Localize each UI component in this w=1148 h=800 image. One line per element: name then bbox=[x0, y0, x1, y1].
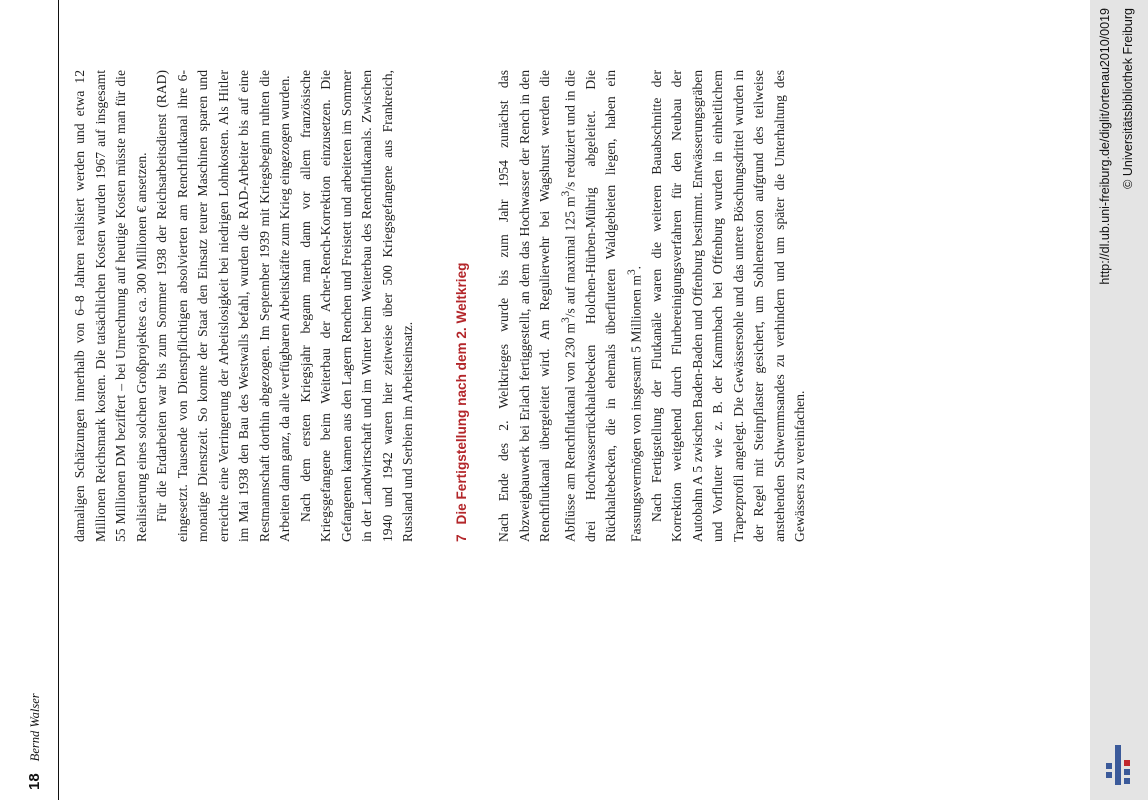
paragraph: Für die Erdarbeiten war bis zum Sommer 1938 der Reichsarbeitsdienst (RAD) eingesetzt. Tausende von Dienstpflichtigen absolvierten am Renchflutkanal ihre 6-monatige Dienstzeit. So konnte der Staat den Einsatz teurer Maschinen sparen und erreichte eine Verringerung der Arbeitslosigkeit bei niedrigen Lohnkosten. Als Hitler im Mai 1938 den Bau des Westwalls befahl, wurden die RAD-Arbeiter bis auf eine Restmannschaft dorthin abgezogen. Im September 1939 mit Kriegsbeginn ruhten die Arbeiten dann ganz, da alle verfügbaren Arbeitskräfte zum Krieg eingezogen wurden. bbox=[154, 70, 292, 542]
paragraph bbox=[494, 70, 647, 542]
paragraph-text: /s reduziert und in die drei Hochwasserrückhaltebecken Holchen-Hürben-Mührig abgeleitet. Die Rückhaltebecken, die in ehemals überfluteten Waldgebieten liegen, haben ein Fassungsvermögen von insgesamt 5 Millionen m bbox=[562, 70, 644, 542]
paragraph: Nach dem ersten Kriegsjahr begann man dann vor allem französische Kriegsgefangene beim Weiterbau der Acher-Rench-Korrektion einzusetzen. Die Gefangenen kamen aus den Lagern Renchen und Freistett und arbeiteten im Sommer in der Landwirtschaft und im Winter beim Weiterbau des Renchflutkanals. Zwischen 1940 und 1942 waren hier zeitweise über 500 Kriegsgefangene aus Frankreich, Russland und Serbien im Arbeitseinsatz. bbox=[297, 70, 415, 542]
copyright-notice: © Universitätsbibliothek Freiburg bbox=[1121, 8, 1135, 189]
page-number: 18 bbox=[26, 773, 43, 790]
superscript: 3 bbox=[559, 317, 572, 323]
paragraph-text: . bbox=[628, 265, 644, 270]
author-name: Bernd Walser bbox=[28, 693, 42, 762]
section-title: Die Fertigstellung nach dem 2. Weltkrieg bbox=[453, 262, 469, 525]
paragraph: damaligen Schätzungen innerhalb von 6–8 Jahren realisiert werden und etwa 12 Millionen Reichsmark kosten. Die tatsächlichen Kosten wurden 1967 auf insgesamt 55 Millionen DM beziffert – bei Umrechnung auf heutige Kosten müsste man für die Realisierung eines solchen Großprojektes ca. 300 Millionen € ansetzen. bbox=[72, 70, 149, 542]
library-sidebar bbox=[1090, 0, 1148, 800]
body-text bbox=[70, 70, 1050, 542]
superscript: 3 bbox=[559, 190, 572, 197]
section-number: 7 bbox=[453, 534, 469, 542]
running-header bbox=[26, 490, 48, 790]
paragraph-text: Nach Ende des 2. Weltkrieges wurde bis zum Jahr 1954 zunächst das Abzweigbauwerk bei Erlach fertiggestellt, an dem das Hochwasser der Rench in den Renchflutkanal übergeleitet wird. Am Regulierwehr bei Wagshurst werden die Abflüsse am Renchflutkanal von 230 m bbox=[496, 70, 578, 542]
superscript: 3 bbox=[625, 269, 638, 276]
ub-freiburg-logo-icon bbox=[1090, 0, 1148, 800]
paragraph: Nach Fertigstellung der Flutkanäle waren die weiteren Bauabschnitte der Korrektion weitgehend durch Flurbereinigungsverfahren für den Neubau der Autobahn A 5 zwischen Baden-Baden und Offenburg bestimmt. Entwässerungsgräben und Vorfluter wie z. B. der Kammbach bei Offenburg wurden in einheitlichem Trapezprofil angelegt. Die Gewässersohle und das untere Böschungsdrittel wurden in der Regel mit Steinpflaster gesichert, um Sohlenerosion aufgrund des teilweise anstehenden Schwemmsandes zu verhindern und um später die Unterhaltung des Gewässers zu vereinfachen. bbox=[648, 70, 808, 542]
source-url-link[interactable]: http://dl.ub.uni-freiburg.de/diglit/ortenau2010/0019 bbox=[1098, 8, 1112, 285]
paragraph-text: /s auf maximal 125 m bbox=[562, 196, 578, 318]
section-heading bbox=[452, 70, 473, 542]
